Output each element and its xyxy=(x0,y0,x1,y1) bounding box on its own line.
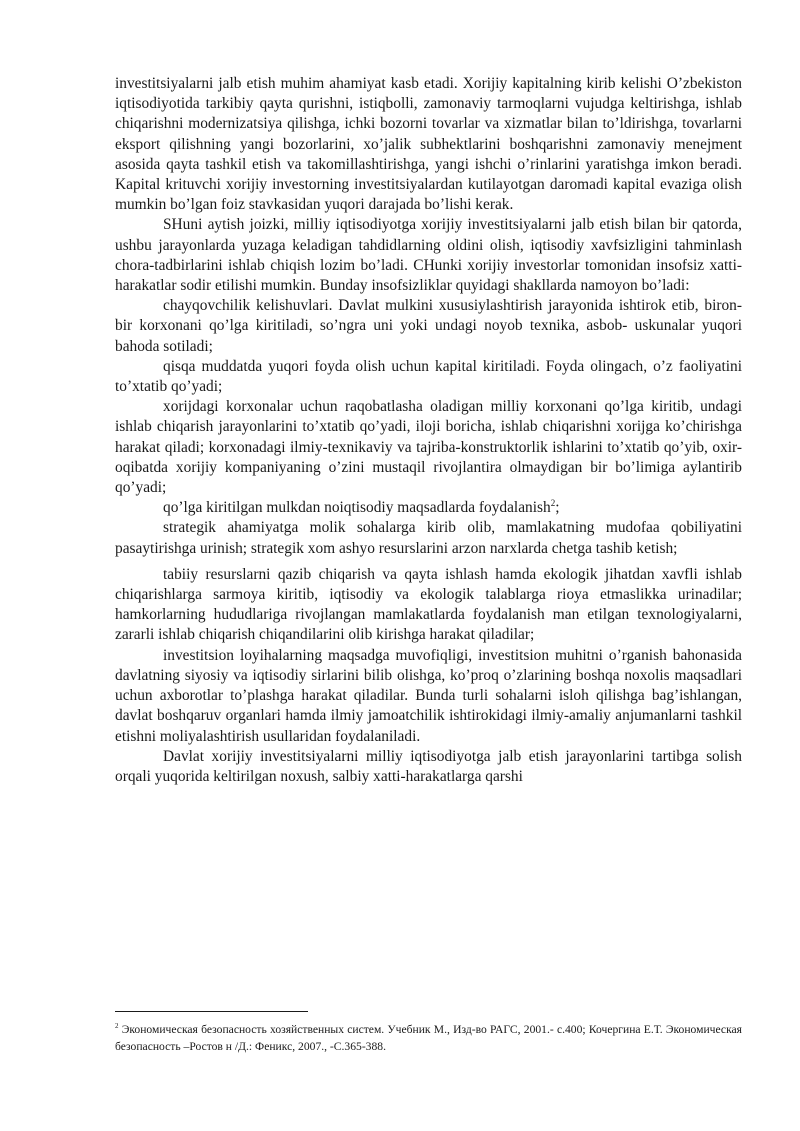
list-item-text: qo’lga kiritilgan mulkdan noiqtisodiy maqsadlarda foydalanish xyxy=(163,499,551,517)
paragraph: SHuni aytish joizki, milliy iqtisodiyotga xorijiy investitsiyalarni jalb etish bilan bir qatorda, ushbu jarayonlarda yuzaga keladigan tahdidlarning oldini olish, iqtisodiy xavfsizligini tahminlash chora-tadbirlarini ishlab chiqish lozim bo’ladi. CHunki xorijiy investorlar tomonidan insofsiz xatti-harakatlar sodir etilishi mumkin. Bunday insofsizliklar quyidagi shakllarda namoyon bo’ladi: xyxy=(115,216,742,295)
list-item xyxy=(115,498,742,518)
list-item: qisqa muddatda yuqori foyda olish uchun kapital kiritiladi. Foyda olingach, o’z faoliyatini to’xtatib qo’yadi; xyxy=(115,357,742,396)
footnote-number: 2 xyxy=(115,1022,119,1031)
footnote xyxy=(115,1022,742,1055)
footnote-separator xyxy=(115,1011,308,1012)
paragraph: investitsiyalarni jalb etish muhim ahamiyat kasb etadi. Xorijiy kapitalning kirib kelishi O’zbekiston iqtisodiyotida tarkibiy qayta qurishni, istiqbolli, zamonaviy tarmoqlarni vujudga keltirishga, ishlab chiqarishni modernizatsiya qilishga, ichki bozorni tovarlar va xizmatlar bilan to’ldirishga, tovarlarni eksport qilishning yangi bozorlarini, xo’jalik subhektlarini boshqarishni zamonaviy menejment asosida qayta tashkil etish va takomillashtirishga, yangi ishchi o’rinlarini yaratishga imkon beradi. Kapital krituvchi xorijiy investorning investitsiyalardan kutilayotgan daromadi kapital evaziga olish mumkin bo’lgan foiz stavkasidan yuqori darajada bo’lishi kerak. xyxy=(115,75,742,214)
footnote-reference[interactable]: 2 xyxy=(550,498,556,509)
list-item: investitsion loyihalarning maqsadga muvofiqligi, investitsion muhitni o’rganish bahonasida davlatning siyosiy va iqtisodiy sirlarini bilib olishga, ko’proq o’zlarining boshqa noxolis maqsadlari uchun axborotlar to’plashga harakat qiladilar. Bunda turli sohalarni isloh qilishga bag’ishlangan, davlat boshqaruv organlari hamda ilmiy jamoatchilik ishtirokidagi ilmiy-amaliy anjumanlarni tashkil etishni moliyalashtirish usullaridan foydalaniladi. xyxy=(115,646,742,745)
list-item: xorijdagi korxonalar uchun raqobatlasha oladigan milliy korxonani qo’lga kiritib, undagi ishlab chiqarish jarayonlarini to’xtatib qo’yadi, iloji boricha, ishlab chiqarishni xorijga ko’chirishga harakat qiladi; korxonadagi ilmiy-texnikaviy va tajriba-konstruktorlik ishlarini to’xtatib qo’yib, oxir-oqibatda xorijiy kompaniyaning o’zini mustaqil rivojlantira olmaydigan bir bo’limiga aylantirib qo’yadi; xyxy=(115,398,742,497)
list-item: tabiiy resurslarni qazib chiqarish va qayta ishlash hamda ekologik jihatdan xavfli ishlab chiqarishlarga sarmoya kiritib, iqtisodiy va ekologik talablarga rioya etmaslikka urinadilar; hamkorlarning hududlariga rivojlangan mamlakatlarda foydalanish man etilgan texnologiyalarni, zararli ishlab chiqarish chiqandilarini olib kirishga harakat qiladilar; xyxy=(115,565,742,644)
list-item-tail: ; xyxy=(555,499,560,517)
paragraph: Davlat xorijiy investitsiyalarni milliy iqtisodiyotga jalb etish jarayonlarini tartibga solish orqali yuqorida keltirilgan noxush, salbiy xatti-harakatlarga qarshi xyxy=(115,747,742,785)
document-body xyxy=(115,74,742,787)
footnote-text: Экономическая безопасность хозяйственных систем. Учебник М., Изд-во РАГС, 2001.- с.400; Кочергина Е.Т. Экономическая безопасность –Ростов н /Д.: Феникс, 2007., -С.365-388. xyxy=(115,1023,742,1053)
list-item: strategik ahamiyatga molik sohalarga kirib olib, mamlakatning mudofaa qobiliyatini pasaytirishga urinish; strategik xom ashyo resurslarini arzon narxlarda chetga tashib ketish; xyxy=(115,519,742,557)
list-item: chayqovchilik kelishuvlari. Davlat mulkini xususiylashtirish jarayonida ishtirok etib, biron-bir korxonani qo’lga kiritiladi, so’ngra uni yoki undagi noyob texnika, asbob- uskunalar yuqori bahoda sotiladi; xyxy=(115,297,742,355)
